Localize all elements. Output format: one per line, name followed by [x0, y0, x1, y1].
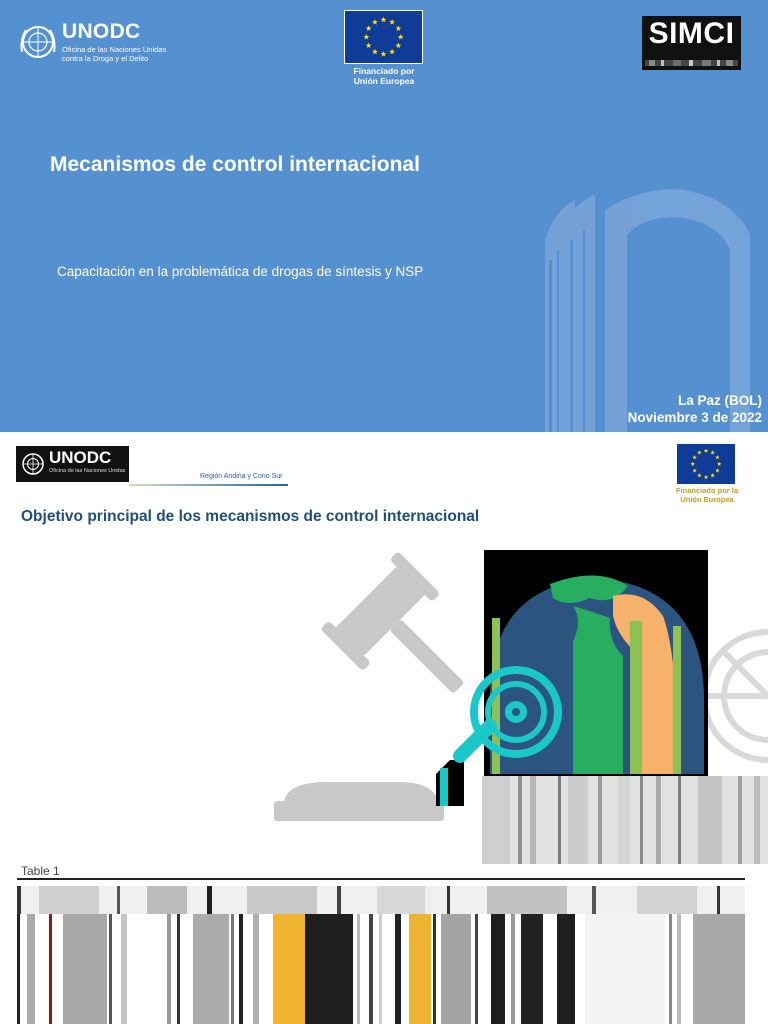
eu-star [715, 468, 720, 472]
eu-star [366, 42, 372, 48]
simci-logo-strip [645, 60, 738, 66]
eu-star [372, 49, 378, 55]
eu-star [395, 25, 401, 31]
eu-star [366, 25, 372, 31]
unodc-logo-small [16, 446, 129, 482]
eu-star [372, 19, 378, 25]
eu-funding-caption [671, 487, 743, 504]
table-header-band [17, 886, 745, 914]
eu-star [395, 42, 401, 48]
eu-flag-icon [344, 10, 423, 64]
pedestal-band [482, 776, 768, 864]
eu-caption-line1: Financiado por [353, 66, 415, 76]
table-label: Table 1 [21, 864, 60, 878]
event-date: Noviembre 3 de 2022 [627, 410, 762, 425]
un-emblem-icon [18, 22, 58, 62]
eu-star [389, 19, 395, 25]
eu-caption-line2: Unión Europea [680, 494, 734, 504]
eu-star [381, 17, 387, 23]
control-illustration [268, 546, 768, 864]
eu-funding-logo [344, 10, 424, 86]
eu-star [704, 448, 709, 452]
eu-star [704, 475, 709, 479]
title-slide [0, 0, 768, 432]
simci-logo [642, 16, 741, 70]
eu-caption-line1: Financiado por la [675, 486, 739, 495]
slide-title: Mecanismos de control internacional [50, 153, 420, 176]
unodc-subtitle: Oficina de las Naciones Unidas [49, 468, 126, 474]
unodc-brand-text: UNODC [62, 20, 141, 43]
unodc-subtitle-line2: contra la Droga y el Delito [62, 54, 149, 63]
eu-star [389, 49, 395, 55]
eu-star [710, 450, 715, 454]
classification-table-slide [0, 864, 768, 1024]
objective-slide [0, 432, 768, 864]
unodc-subtitle-line1: Oficina de las Naciones Unidas [62, 45, 167, 54]
eu-star [692, 468, 697, 472]
eu-star [692, 455, 697, 459]
region-divider [129, 484, 288, 486]
event-location: La Paz (BOL) [677, 393, 762, 408]
slide-subtitle: Capacitación en la problemática de drogas de síntesis y NSP [57, 264, 424, 279]
eu-star [691, 462, 696, 466]
eu-caption-line2: Unión Europea [353, 75, 415, 86]
eu-star [363, 34, 369, 40]
unodc-subtitle [62, 45, 197, 63]
slide-heading: Objetivo principal de los mecanismos de control internacional [21, 508, 480, 525]
eu-star [710, 473, 715, 477]
region-label: Región Andina y Cono Sur [200, 473, 283, 480]
eu-flag-icon [677, 444, 735, 484]
un-emblem-icon [19, 450, 47, 478]
eu-star [381, 51, 387, 57]
eu-star [398, 34, 404, 40]
eu-star [717, 462, 722, 466]
eu-funding-logo-small [671, 444, 743, 504]
eu-funding-caption [344, 67, 424, 86]
un-emblem-icon [704, 632, 768, 760]
eu-star [715, 455, 720, 459]
table-body-columns [17, 914, 745, 1024]
unodc-logo [18, 20, 198, 66]
unodc-brand-text: UNODC [49, 448, 112, 467]
eu-star [697, 473, 702, 477]
simci-wordmark: SIMCI [648, 17, 735, 50]
eu-star [697, 450, 702, 454]
